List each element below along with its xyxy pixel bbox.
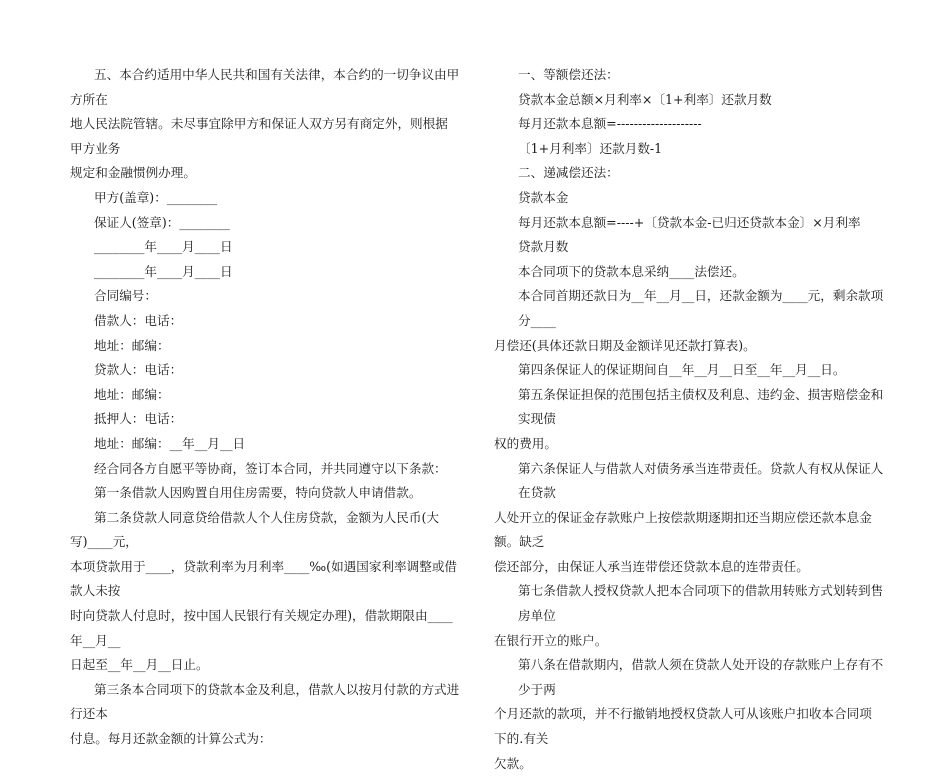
paragraph-line: 权的费用。 [494,435,557,451]
paragraph-line: 规定和金融惯例办理。 [70,165,196,181]
paragraph-line: 时向贷款人付息时，按中国人民银行有关规定办理)，借款期限由____年__月__ [70,608,453,648]
paragraph-line: 本合同项下的贷款本息采纳____法偿还。 [518,263,745,279]
signature-line: 甲方(盖章)：________ [94,189,218,205]
date-line: ________年____月____日 [94,239,233,255]
party-line: 地址：邮编： [94,386,170,402]
contract-number-line: 合同编号： [94,288,157,304]
paragraph-line: 个月还款的款项，并不行撤销地授权贷款人可从该账户扣收本合同项下的.有关 [494,706,872,747]
party-line: 借款人：电话： [94,312,183,328]
paragraph-line: 欠款。 [494,755,532,771]
formula-line: 每月还款本息额=-------------------- [518,116,702,132]
paragraph-line: 日起至__年__月__日止。 [70,657,209,673]
paragraph-line: 第二条贷款人同意贷给借款人个人住房贷款，金额为人民币(大写)____元， [70,509,439,550]
signature-line: 保证人(签章)：________ [94,214,230,230]
right-column [494,63,884,776]
date-line: ________年____月____日 [94,263,233,279]
formula-line: 每月还款本息额=----+〔贷款本金-已归还贷款本金〕×月利率 [518,214,861,230]
paragraph-line: 月偿还(具体还款日期及金额详见还款打算表)。 [494,337,756,353]
paragraph-line: 经合同各方自愿平等协商，签订本合同，并共同遵守以下条款： [94,460,447,476]
paragraph-line: 在银行开立的账户。 [494,632,608,648]
party-line: 抵押人：电话： [94,411,183,427]
left-column [70,63,460,752]
section-heading: 一、等额偿还法： [518,67,619,82]
paragraph-line: 第一条借款人因购置自用住房需要，特向贷款人申请借款。 [94,485,422,501]
paragraph-line: 第七条借款人授权贷款人把本合同项下的借款用转账方式划转到售房单位 [518,583,884,624]
paragraph-line: 第六条保证人与借款人对债务承当连带责任。贷款人有权从保证人在贷款 [518,460,884,501]
formula-line: 贷款本金 [518,189,569,205]
paragraph-line: 付息。每月还款金额的计算公式为： [70,731,272,747]
party-line: 地址：邮编： [94,337,170,353]
paragraph-line: 偿还部分，由保证人承当连带偿还贷款本息的连带责任。 [494,558,809,574]
paragraph-line: 本合同首期还款日为__年__月__日，还款金额为____元，剩余款项分____ [518,288,884,328]
section-heading: 二、递减偿还法： [518,165,619,181]
formula-line: 〔1+月利率〕还款月数-1 [518,140,663,156]
party-line: 地址：邮编：__年__月__日 [94,435,246,451]
paragraph-line: 五、本合约适用中华人民共和国有关法律，本合约的一切争议由甲方所在 [70,67,460,107]
paragraph-line: 第八条在借款期内，借款人须在贷款人处开设的存款账户上存有不少于两 [518,657,884,697]
formula-line: 贷款本金总额×月利率×〔1+利率〕还款月数 [518,91,772,107]
paragraph-line: 人处开立的保证金存款账户上按偿款期逐期扣还当期应偿还款本息金额。缺乏 [494,509,872,550]
paragraph-line: 第四条保证人的保证期间自__年__月__日至__年__月__日。 [518,362,846,378]
paragraph-line: 第三条本合同项下的贷款本金及利息，借款人以按月付款的方式进行还本 [70,681,460,722]
paragraph-line: 第五条保证担保的范围包括主债权及利息、违约金、损害赔偿金和实现债 [518,386,884,427]
paragraph-line: 地人民法院管辖。未尽事宜除甲方和保证人双方另有商定外，则根据甲方业务 [70,116,448,156]
formula-line: 贷款月数 [518,239,569,255]
party-line: 贷款人：电话： [94,362,183,378]
paragraph-line: 本项贷款用于____，贷款利率为月利率____‰(如遇国家利率调整或借款人未按 [70,558,458,599]
